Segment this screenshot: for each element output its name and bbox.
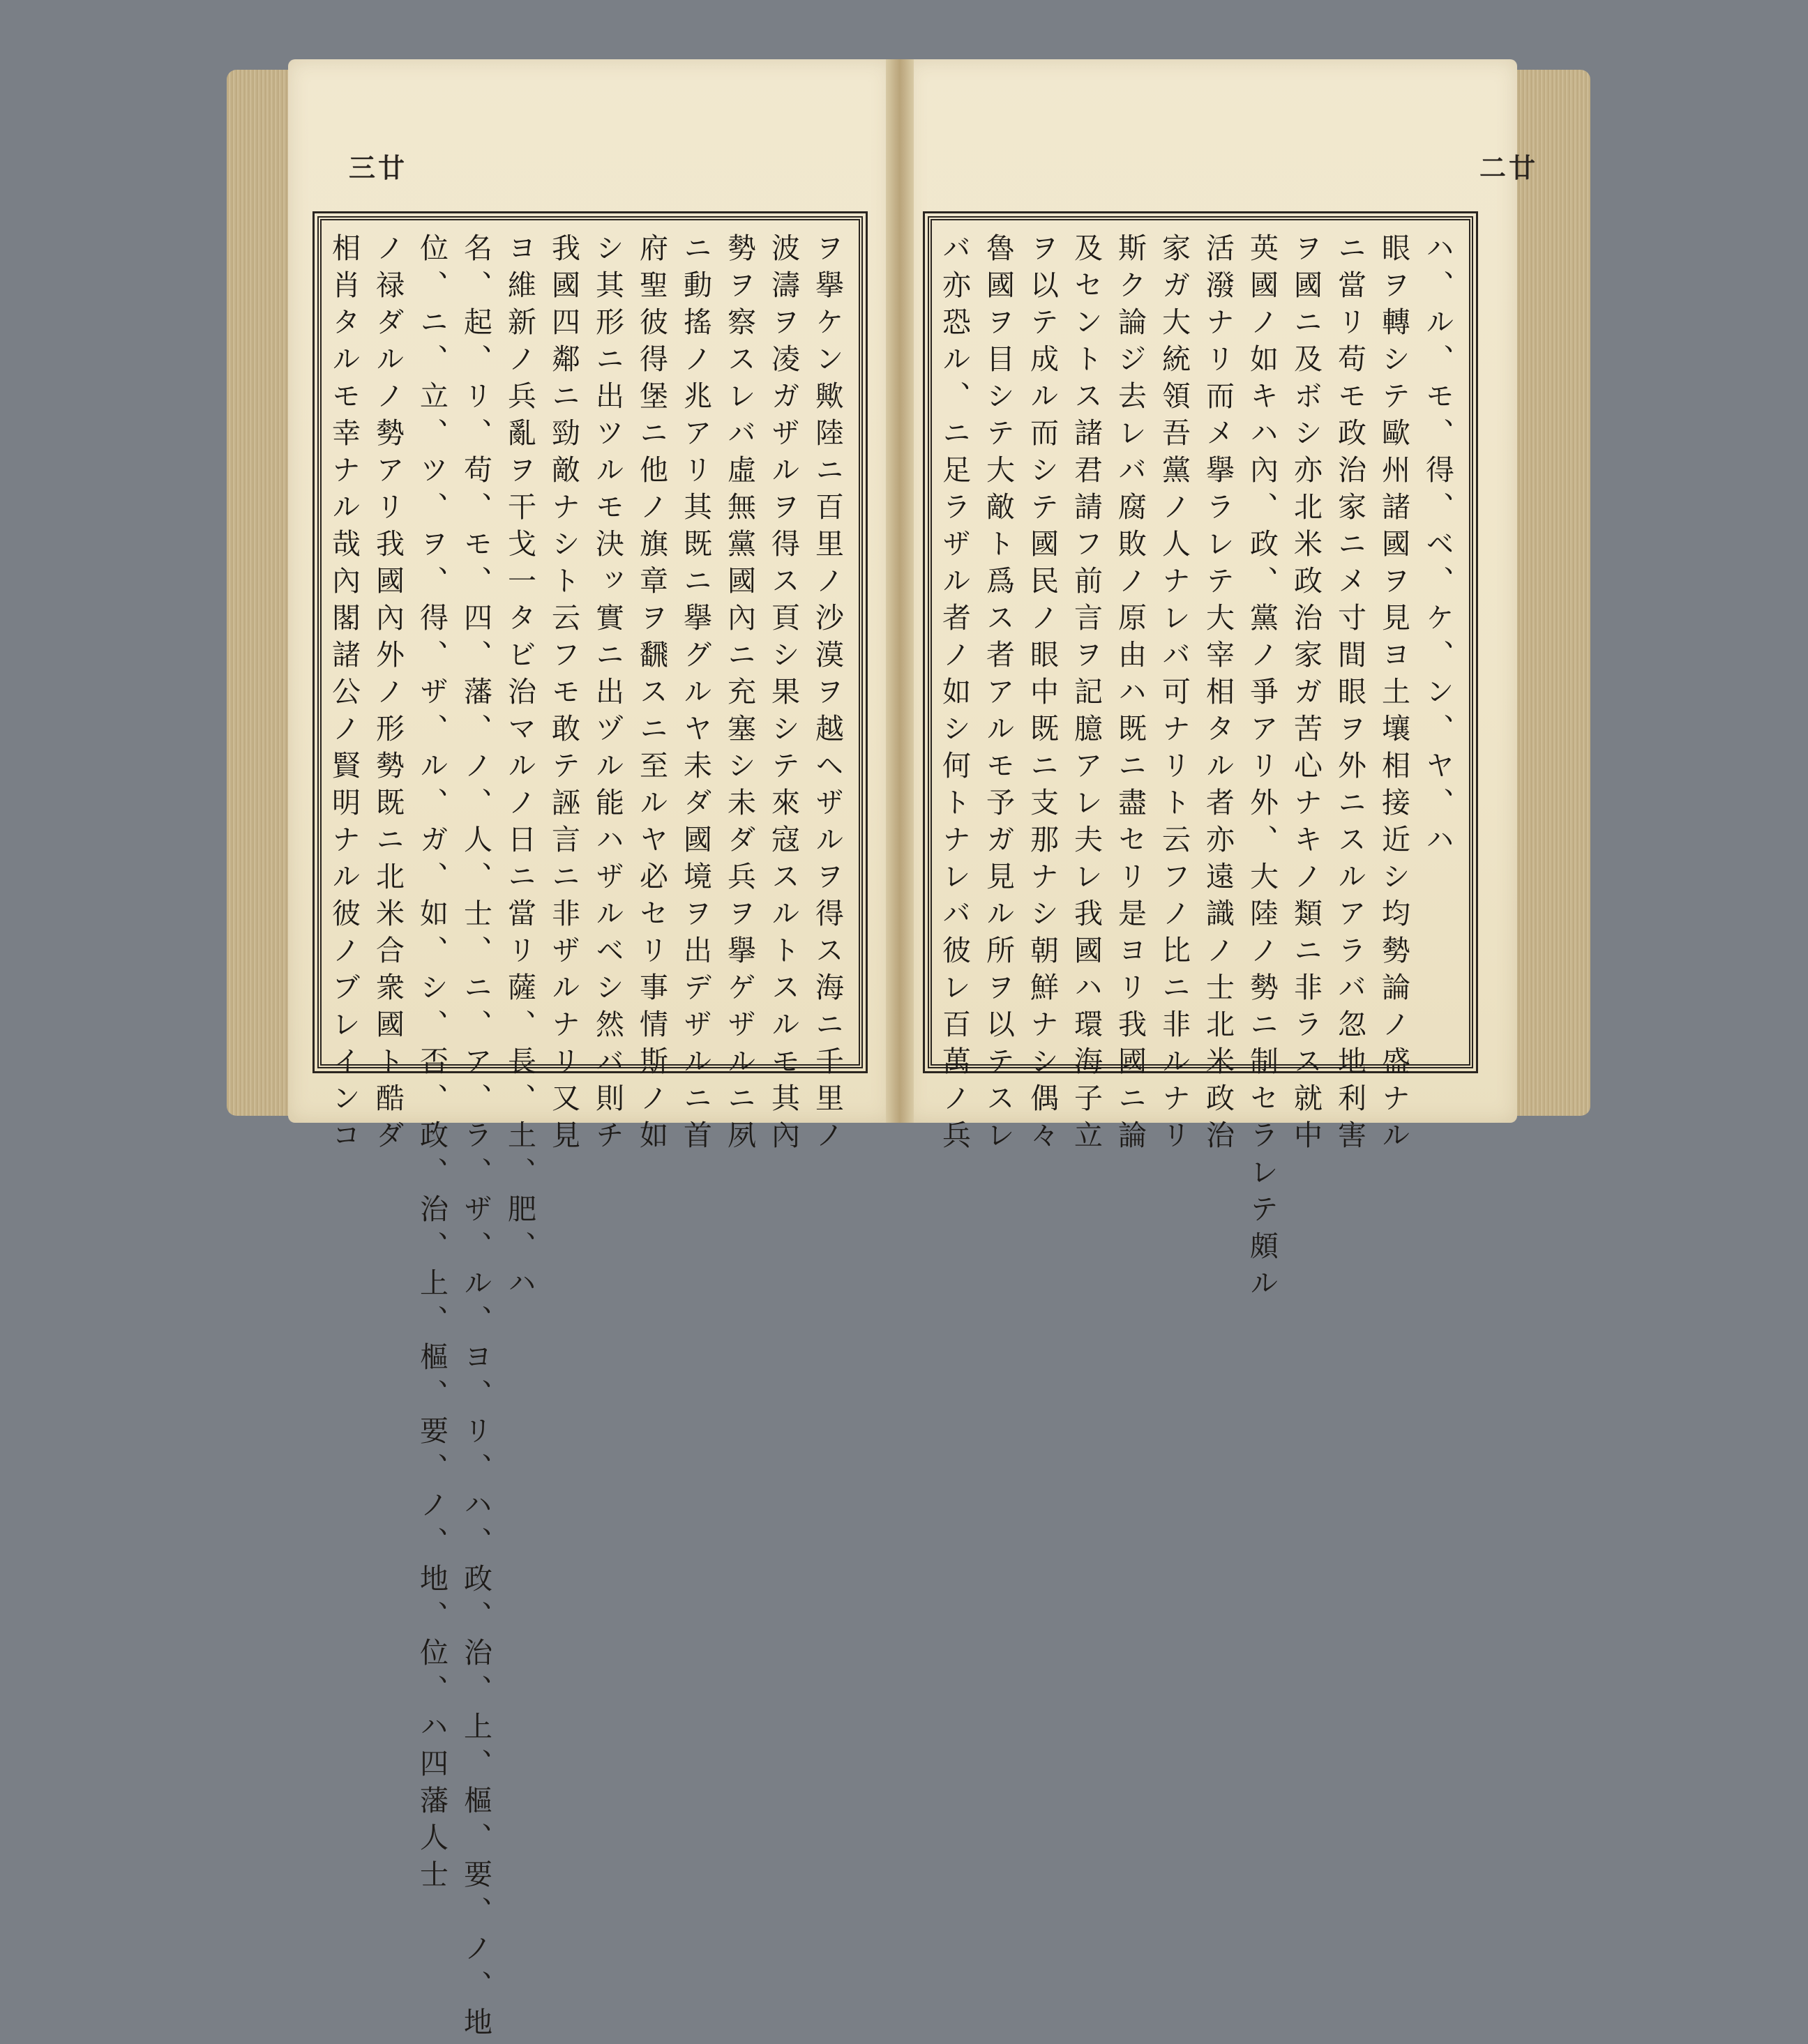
text-column: ヲ擧ケン歟陸ニ百里ノ沙漠ヲ越ヘザルヲ得ス海ニ千里ノ: [811, 233, 844, 1157]
text-column: 府聖彼得堡ニ他ノ旗章ヲ飜スニ至ルヤ必セリ事情斯ノ如: [635, 233, 668, 1157]
text-column: 活潑ナリ而メ擧ラレテ大宰相タル者亦遠識ノ士北米政治: [1201, 233, 1235, 1157]
text-column: ニ動搖ノ兆アリ其既ニ擧グルヤ未ダ國境ヲ出デザルニ首: [679, 233, 712, 1157]
right-text-frame: [928, 216, 1473, 1305]
right-page-edges: [1514, 70, 1590, 1116]
text-column: ニ當リ苟モ政治家ニメ寸間眼ヲ外ニスルアラバ忽地利害: [1333, 233, 1366, 1157]
text-column: 斯ク論ジ去レバ腐敗ノ原由ハ既ニ盡セリ是ヨリ我國ニ論: [1113, 233, 1147, 1157]
text-column: 相肖タルモ幸ナル哉內閣諸公ノ賢明ナル彼ノブレインコ: [327, 233, 361, 1157]
text-column: バ亦恐ル、ニ足ラザル者ノ如シ何トナレバ彼レ百萬ノ兵: [937, 233, 971, 1157]
left-text-frame: [317, 216, 863, 2044]
left-text-columns: [327, 233, 849, 2044]
left-page-edges: [227, 70, 289, 1116]
text-column: 波濤ヲ凌ガザルヲ得ス頁シ果シテ來寇スルトスルモ其內: [767, 233, 800, 1157]
open-book: [227, 49, 1590, 2044]
text-column: 名、起、リ、苟、モ、四、藩、ノ、人、士、ニ、ア、ラ、ザ、ル、ヨ、リ、ハ、政、治、上、樞、要、ノ、地: [459, 233, 492, 2044]
text-column: ハ、ル、モ、得、ベ、ケ、ン、ヤ、ハ: [1421, 233, 1454, 861]
text-column: ヨ維新ノ兵亂ヲ干戈一タビ治マルノ日ニ當リ薩、長、土、肥、ハ: [503, 233, 536, 1305]
text-column: 眼ヲ轉シテ歐州諸國ヲ見ヨ土壤相接近シ均勢論ノ盛ナル: [1377, 233, 1410, 1157]
right-text-columns: [937, 233, 1459, 1305]
right-page-number: 二廿: [1479, 152, 1538, 183]
text-column: シ其形ニ出ツルモ決ッ實ニ出ヅル能ハザルベシ然バ則チ: [591, 233, 624, 1157]
text-column: 我國四鄰ニ勁敵ナシト云フモ敢テ誣言ニ非ザルナリ又見: [547, 233, 580, 1157]
text-column: ヲ以テ成ル而シテ國民ノ眼中既ニ支那ナシ朝鮮ナシ偶々: [1025, 233, 1059, 1157]
text-column: 位、ニ、立、ツ、ヲ、得、ザ、ル、ガ、如、シ、否、政、治、上、樞、要、ノ、地、位、ハ四藩人士: [415, 233, 449, 1896]
text-column: 及セントス諸君請フ前言ヲ記臆アレ夫レ我國ハ環海子立: [1069, 233, 1103, 1157]
text-column: 英國ノ如キハ內、政、黨ノ爭アリ外、大陸ノ勢ニ制セラレテ頗ル: [1245, 233, 1279, 1305]
book-gutter: [886, 59, 914, 1123]
text-column: 家ガ大統領吾黨ノ人ナレバ可ナリト云フノ比ニ非ルナリ: [1157, 233, 1191, 1157]
text-column: ノ禄ダルノ勢アリ我國內外ノ形勢既ニ北米合衆國ト酷ダ: [371, 233, 405, 1157]
left-page-number: 三廿: [349, 152, 408, 183]
text-column: ヲ國ニ及ボシ亦北米政治家ガ苦心ナキノ類ニ非ラス就中: [1289, 233, 1323, 1157]
text-column: 勢ヲ察スレバ虛無黨國內ニ充塞シ未ダ兵ヲ擧ゲザルニ夙: [723, 233, 756, 1157]
text-column: 魯國ヲ目シテ大敵ト爲ス者アルモ予ガ見ル所ヲ以テスレ: [981, 233, 1015, 1157]
